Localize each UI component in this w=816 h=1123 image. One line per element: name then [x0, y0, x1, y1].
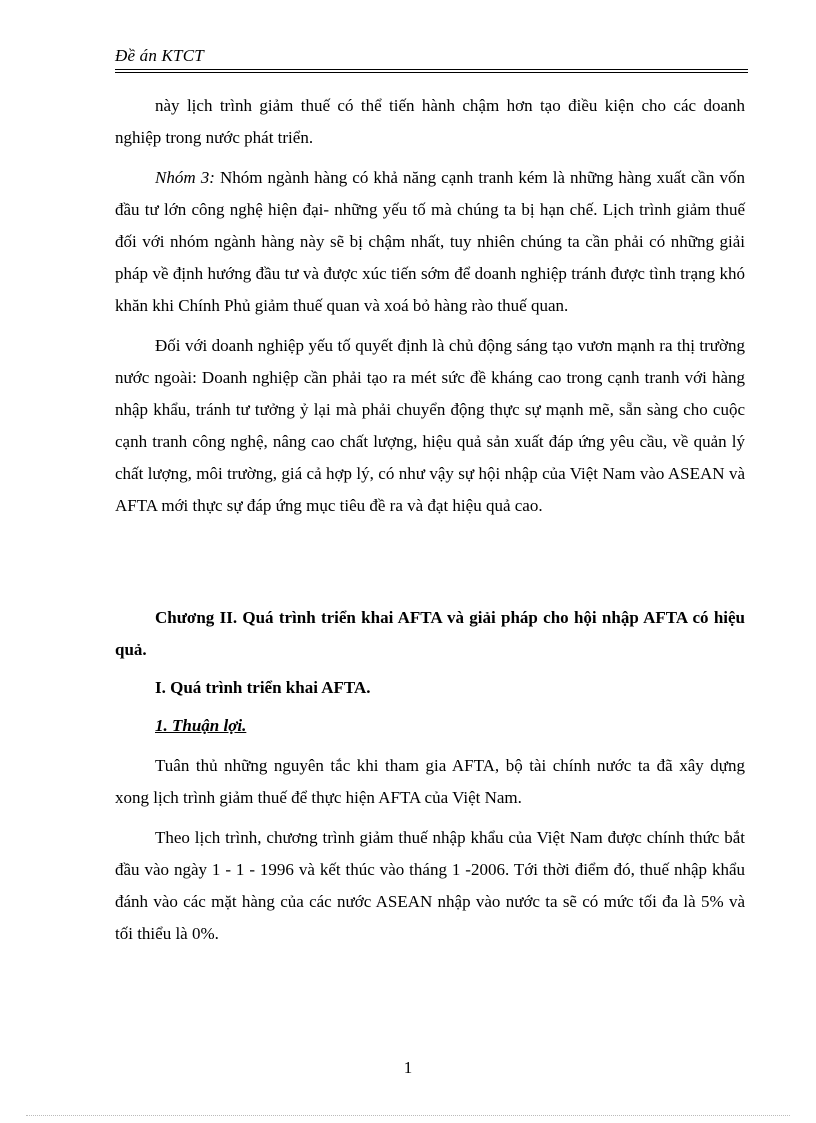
paragraph-schedule-detail: Theo lịch trình, chương trình giảm thuế nhập khẩu của Việt Nam được chính thức bắt đầu vào ngày 1 - 1 - 1996 và kết thúc vào tháng 1 -2006. Tới thời điểm đó, thuế nhập khẩu đánh vào các mặt hàng của các nước ASEAN nhập vào nước ta sẽ có mức tối đa là 5% và tối thiểu là 0%. [115, 828, 745, 943]
subsection-heading: 1. Thuận lợi. [155, 716, 247, 735]
page-number: 1 [403, 1058, 413, 1077]
header-title: Đề án KTCT [115, 46, 204, 65]
paragraph-continuation: này lịch trình giảm thuế có thể tiến hành chậm hơn tạo điều kiện cho các doanh nghiệp trong nước phát triển. [115, 96, 745, 147]
paragraph-tax-schedule: Tuân thủ những nguyên tắc khi tham gia AFTA, bộ tài chính nước ta đã xây dựng xong lịch trình giảm thuế để thực hiện AFTA của Việt Nam. [115, 756, 745, 807]
paragraph-enterprise: Đối với doanh nghiệp yếu tố quyết định là chủ động sáng tạo vươn mạnh ra thị trường nước ngoài: Doanh nghiệp cần phải tạo ra mét sức đề kháng cao trong cạnh tranh với hàng nhập khẩu, tránh tư tưởng ỷ lại mà phải chuyển động thực sự mạnh mẽ, sẵn sàng cho cuộc cạnh tranh công nghệ, nâng cao chất lượng, hiệu quả sản xuất đáp ứng yêu cầu, về quản lý chất lượng, môi trường, giá cả hợp lý, có như vậy sự hội nhập của Việt Nam vào ASEAN và AFTA mới thực sự đáp ứng mục tiêu đề ra và đạt hiệu quả cao. [115, 336, 745, 515]
header-double-rule [115, 69, 748, 73]
chapter-heading: Chương II. Quá trình triển khai AFTA và giải pháp cho hội nhập AFTA có hiệu quả. [115, 608, 745, 659]
section-heading: I. Quá trình triển khai AFTA. [155, 678, 371, 697]
group-3-text: Nhóm ngành hàng có khả năng cạnh tranh kém là những hàng xuất cần vốn đầu tư lớn công nghệ hiện đại- những yếu tố mà chúng ta bị hạn chế. Lịch trình giảm thuế đối với nhóm ngành hàng này sẽ bị chậm nhất, tuy nhiên chúng ta cần phải có những giải pháp về định hướng đầu tư và được xúc tiến sớm để doanh nghiệp tránh được tình trạng khó khăn khi Chính Phủ giảm thuế quan và xoá bỏ hàng rào thuế quan. [115, 168, 745, 315]
page-header [115, 46, 748, 73]
group-3-label: Nhóm 3: [155, 168, 215, 187]
paragraph-group-3 [115, 162, 745, 322]
section-spacer [115, 522, 745, 602]
page-bottom-border [26, 1115, 790, 1116]
document-body [115, 90, 745, 950]
